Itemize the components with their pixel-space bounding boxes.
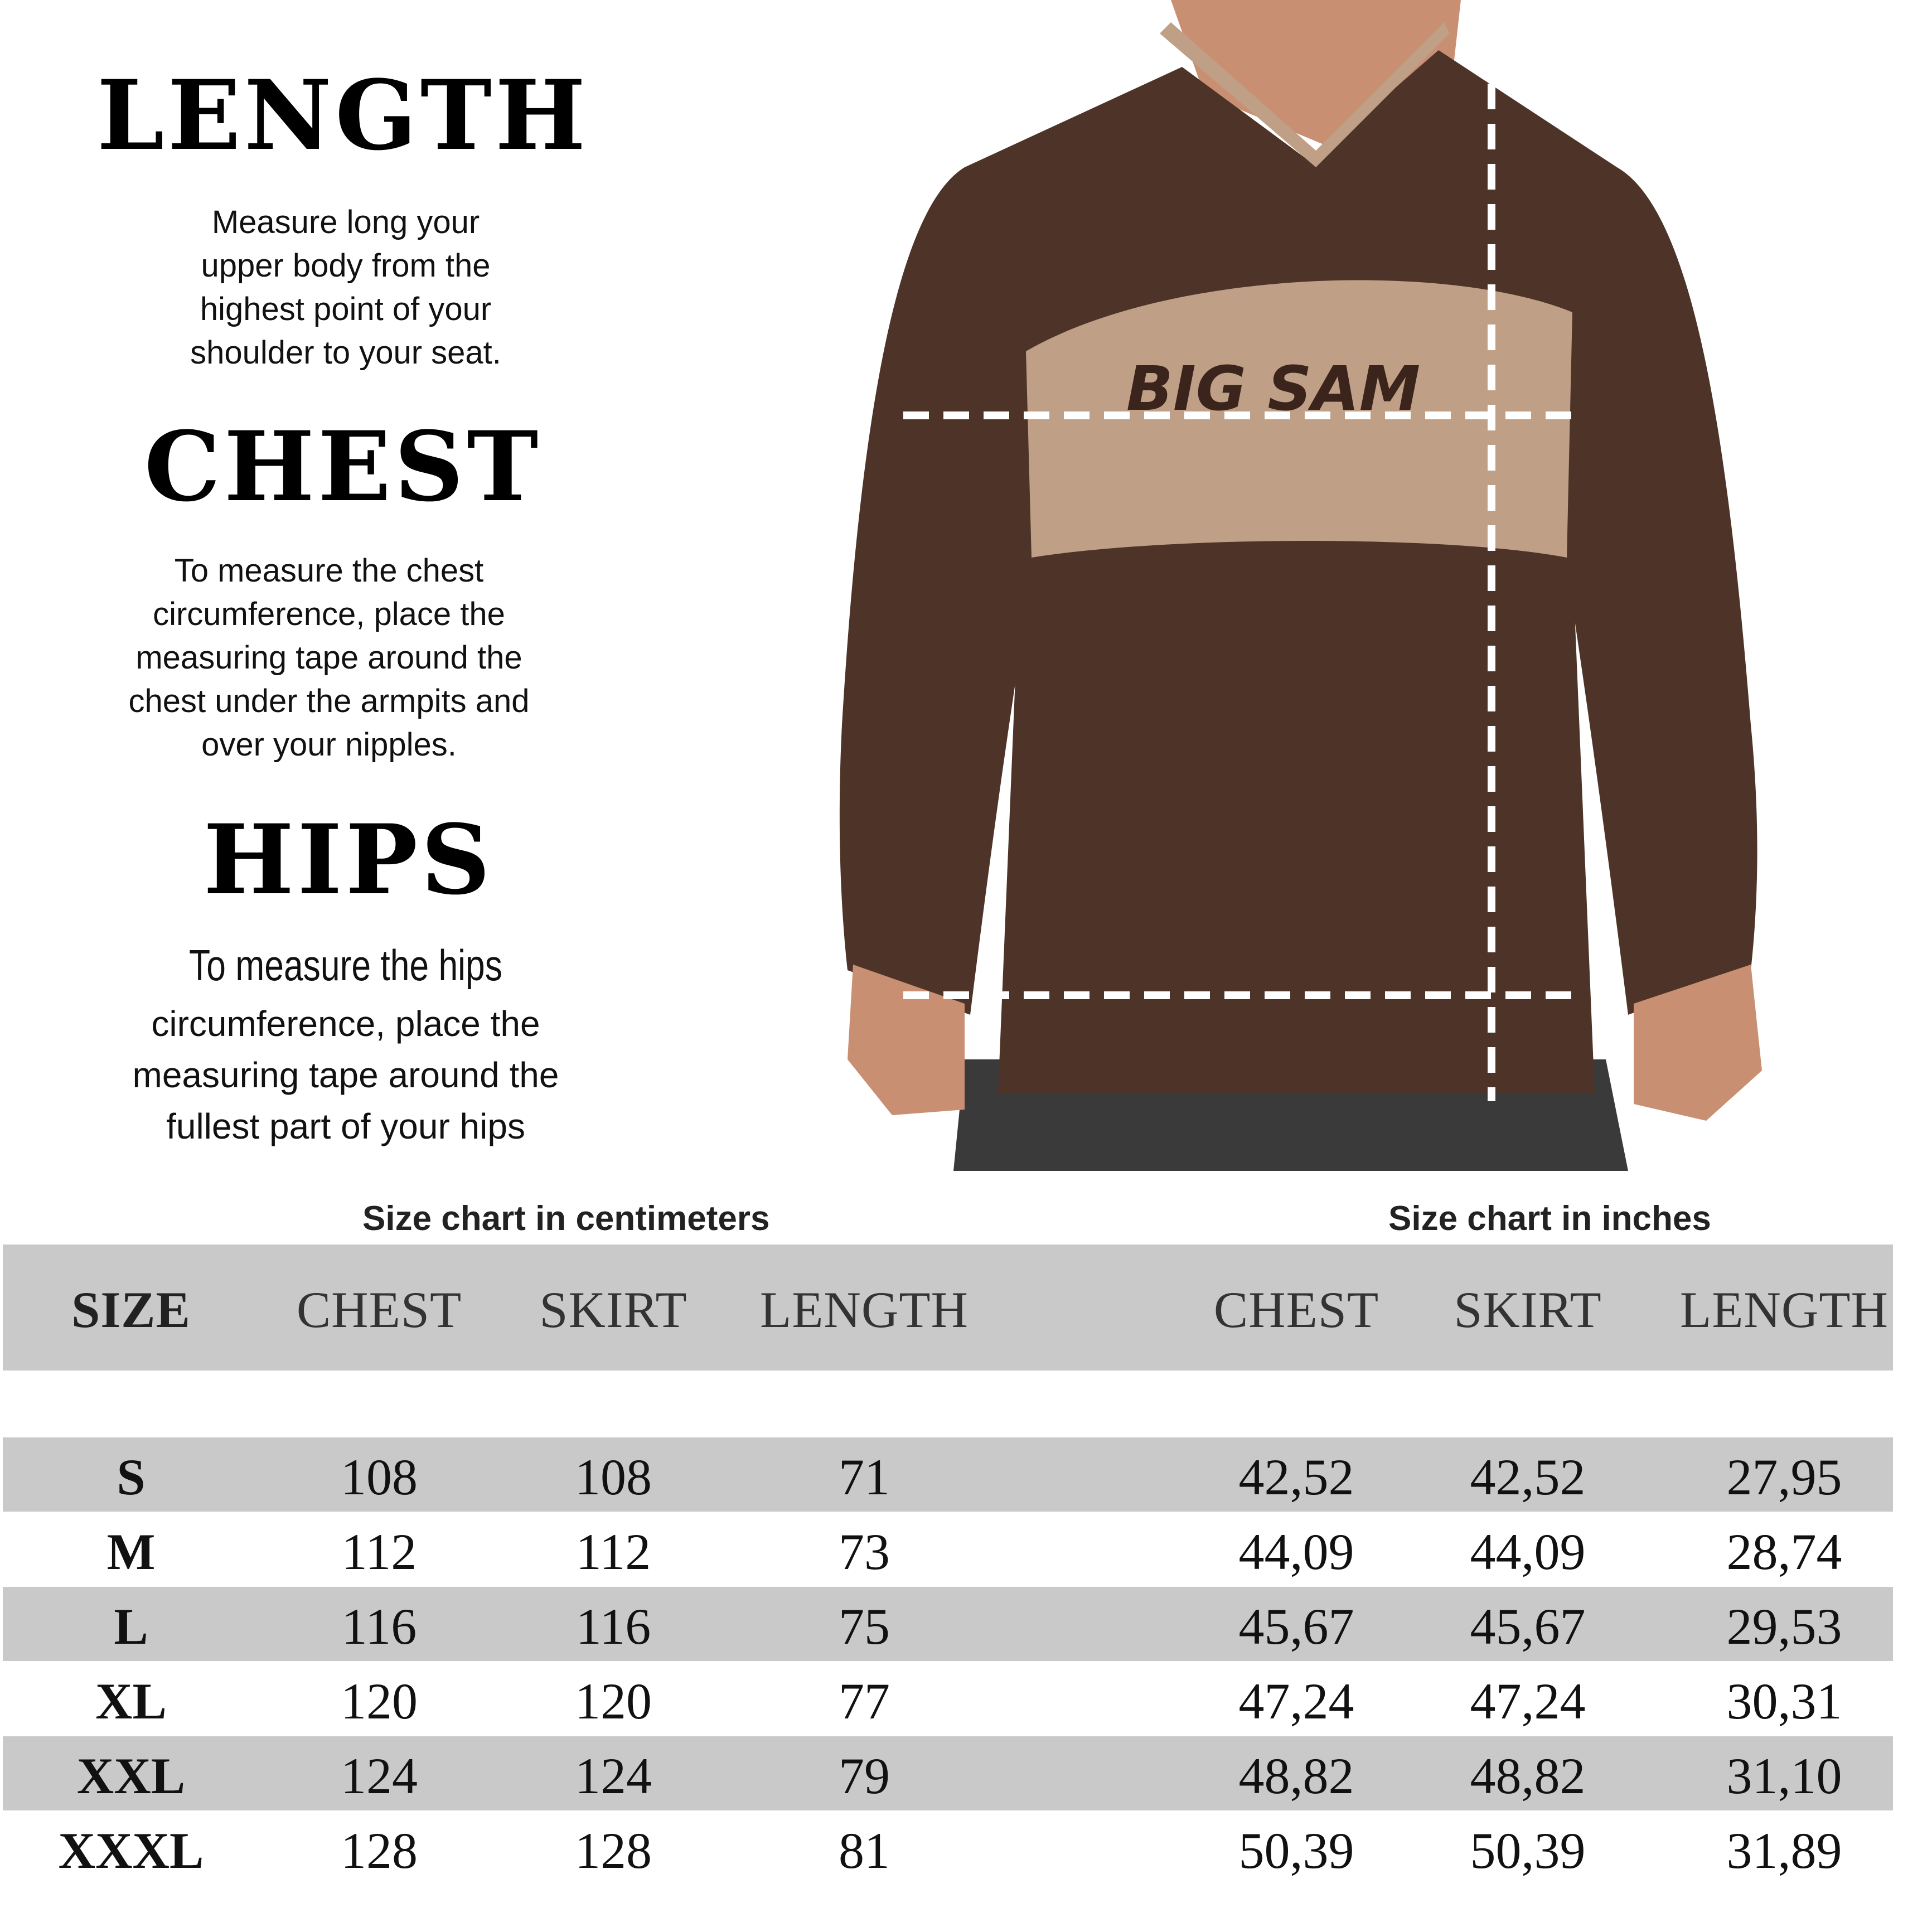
chest-cm-cell: 128: [341, 1822, 418, 1879]
skirt-cm-cell: 116: [575, 1598, 651, 1655]
size-cell: S: [117, 1449, 146, 1505]
chest-in-cell: 48,82: [1238, 1747, 1354, 1804]
row-band-l: [3, 1587, 1893, 1661]
length-in-cell: 30,31: [1726, 1673, 1842, 1730]
header-skirt-in: SKIRT: [1454, 1281, 1602, 1338]
skirt-in-cell: 42,52: [1470, 1449, 1586, 1505]
size-cell: M: [106, 1523, 156, 1580]
length-in-cell: 31,89: [1726, 1822, 1842, 1879]
header-length-in: LENGTH: [1680, 1281, 1889, 1338]
length-in-cell: 27,95: [1726, 1449, 1842, 1505]
shirt-body: [965, 50, 1617, 1093]
skirt-in-cell: 48,82: [1470, 1747, 1586, 1804]
length-heading: LENGTH: [96, 59, 589, 172]
chest-cm-cell: 124: [341, 1747, 418, 1804]
chest-in-cell: 44,09: [1238, 1523, 1354, 1580]
row-band-s: [3, 1437, 1893, 1512]
hips-instructions-first-line: To measure the hips: [189, 941, 502, 990]
chest-cm-cell: 108: [341, 1449, 418, 1505]
cm-table-caption: Size chart in centimeters: [362, 1199, 770, 1238]
length-cm-cell: 79: [839, 1747, 890, 1804]
size-cell: L: [114, 1598, 148, 1655]
chest-in-cell: 45,67: [1238, 1598, 1354, 1655]
size-cell: XXL: [76, 1747, 186, 1804]
chest-in-cell: 42,52: [1238, 1449, 1354, 1505]
chest-instructions: To measure the chest circumference, place the measuring tape around the chest under the armpits and over your nipples.: [128, 553, 530, 763]
length-cm-cell: 81: [839, 1822, 890, 1879]
skirt-in-cell: 45,67: [1470, 1598, 1586, 1655]
length-in-cell: 28,74: [1726, 1523, 1842, 1580]
product-photo: [781, 0, 1829, 1171]
skirt-cm-cell: 128: [575, 1822, 652, 1879]
length-cm-cell: 75: [839, 1598, 890, 1655]
header-chest-in: CHEST: [1213, 1281, 1379, 1338]
skirt-cm-cell: 112: [575, 1523, 651, 1580]
logo-text: BIG SAM: [1126, 353, 1421, 424]
inch-table-caption: Size chart in inches: [1388, 1199, 1711, 1238]
skirt-cm-cell: 108: [575, 1449, 652, 1505]
hips-heading: HIPS: [203, 803, 494, 916]
length-cm-cell: 73: [839, 1523, 890, 1580]
chest-in-cell: 50,39: [1238, 1822, 1354, 1879]
chest-in-cell: 47,24: [1238, 1673, 1354, 1730]
header-size: SIZE: [71, 1281, 191, 1338]
header-skirt-cm: SKIRT: [539, 1281, 687, 1338]
skirt-cm-cell: 124: [575, 1747, 652, 1804]
length-instructions: Measure long your upper body from the highest point of your shoulder to your seat.: [190, 204, 501, 371]
header-chest-cm: CHEST: [296, 1281, 462, 1338]
chest-cm-cell: 116: [341, 1598, 417, 1655]
row-band-xxl: [3, 1736, 1893, 1810]
length-cm-cell: 77: [839, 1673, 890, 1730]
size-cell: XXXL: [58, 1822, 204, 1879]
length-cm-cell: 71: [839, 1449, 890, 1505]
hips-instructions: circumference, place the measuring tape around the fullest part of your hips: [132, 1004, 559, 1146]
chest-heading: CHEST: [144, 410, 542, 523]
skirt-in-cell: 44,09: [1470, 1523, 1586, 1580]
header-length-cm: LENGTH: [760, 1281, 969, 1338]
length-in-cell: 31,10: [1726, 1747, 1842, 1804]
skirt-in-cell: 47,24: [1470, 1673, 1586, 1730]
chest-cm-cell: 112: [341, 1523, 417, 1580]
skirt-in-cell: 50,39: [1470, 1822, 1586, 1879]
skirt-cm-cell: 120: [575, 1673, 652, 1730]
size-cell: XL: [95, 1673, 167, 1730]
chest-cm-cell: 120: [341, 1673, 418, 1730]
length-in-cell: 29,53: [1726, 1598, 1842, 1655]
